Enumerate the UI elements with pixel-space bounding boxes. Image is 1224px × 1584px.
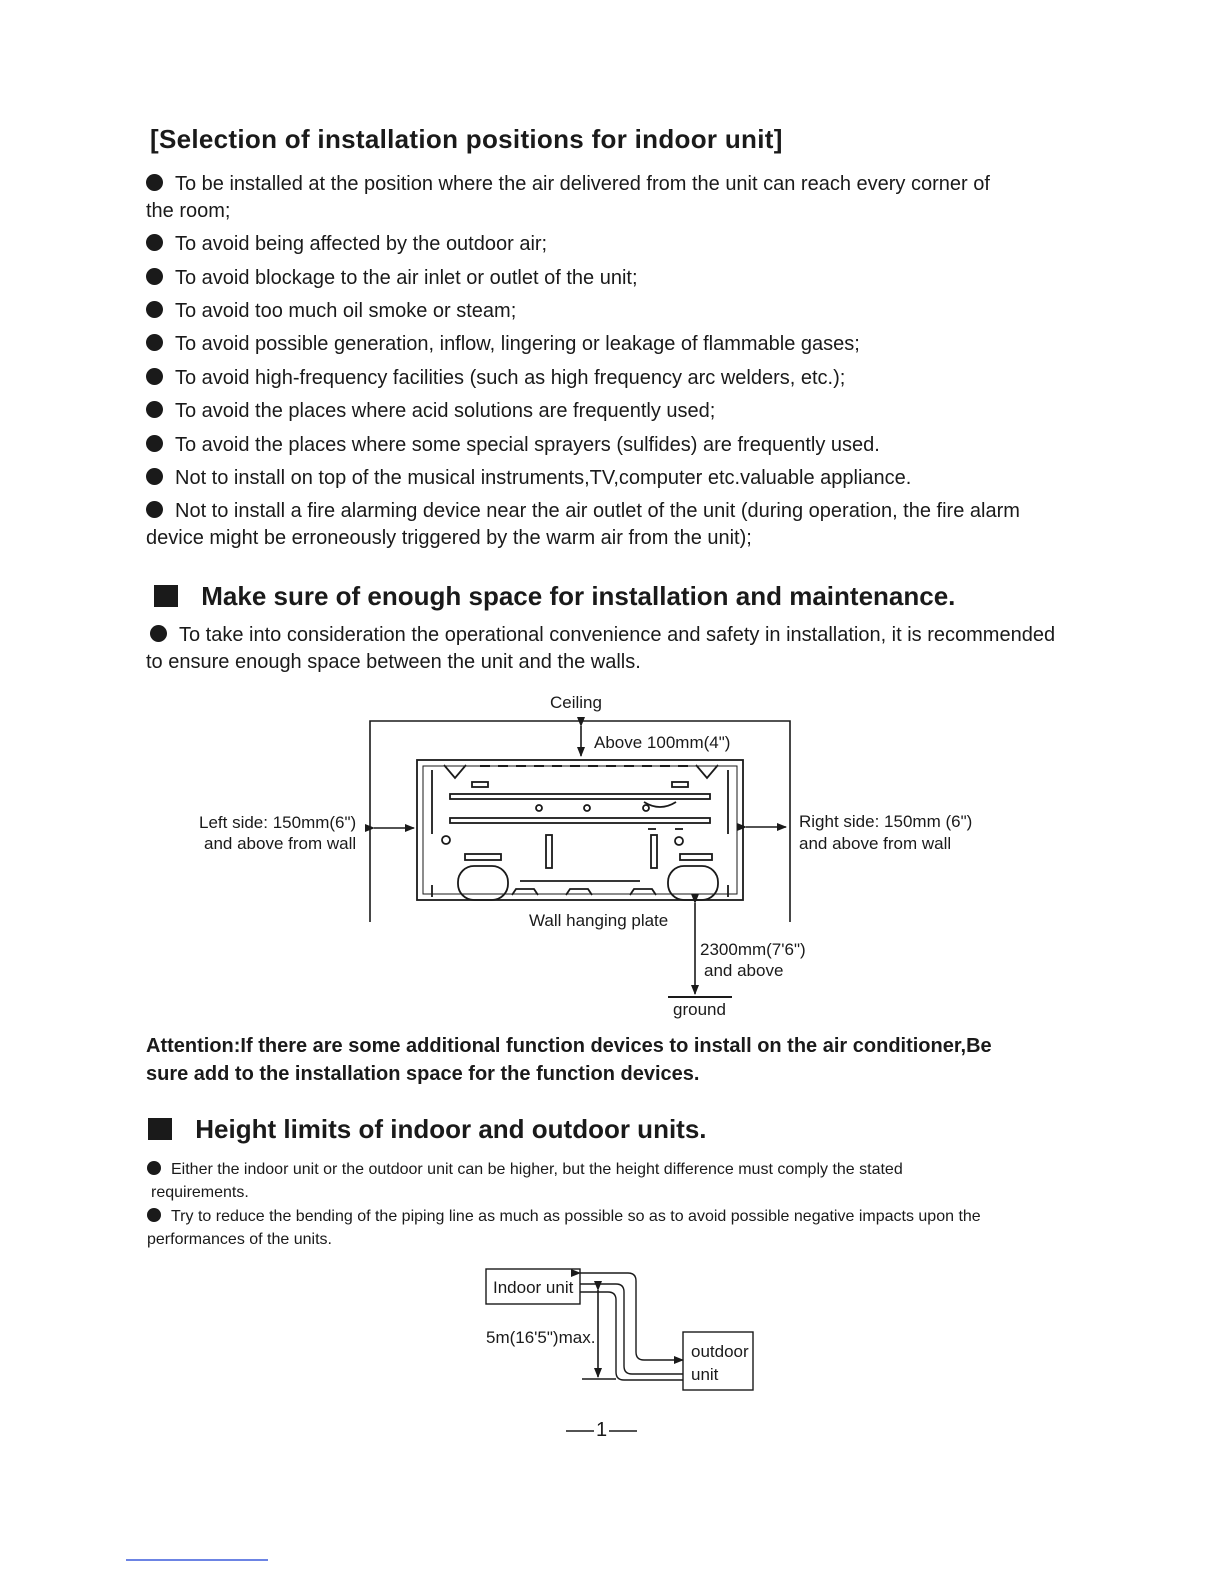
indoor-unit-label: Indoor unit bbox=[493, 1278, 574, 1297]
list-item: To avoid possible generation, inflow, lingering or leakage of flammable gases; bbox=[146, 331, 860, 358]
outdoor-unit-label-2: unit bbox=[691, 1365, 719, 1384]
left-clearance-label: Left side: 150mm(6") bbox=[199, 813, 357, 832]
list-item: To avoid the places where some special sprayers (sulfides) are frequently used. bbox=[146, 432, 880, 459]
list-item: To avoid being affected by the outdoor air; bbox=[146, 231, 547, 258]
list-item: Either the indoor unit or the outdoor unit can be higher, but the height difference must comply the stated requirements. bbox=[147, 1158, 903, 1204]
bullet-icon bbox=[147, 1208, 161, 1222]
section-title-space: Make sure of enough space for installation and maintenance. bbox=[154, 581, 955, 612]
list-item: To take into consideration the operational convenience and safety in installation, it is recommended to ensure enough space between the unit and the walls. bbox=[146, 624, 1056, 673]
bullet-icon bbox=[147, 1161, 161, 1175]
ground-label: ground bbox=[673, 1000, 726, 1019]
left-clearance-label-2: and above from wall bbox=[204, 834, 357, 853]
floor-height-label-2: and above bbox=[704, 961, 784, 980]
list-item: To avoid blockage to the air inlet or outlet of the unit; bbox=[146, 265, 638, 292]
list-item: To avoid high-frequency facilities (such as high frequency arc welders, etc.); bbox=[146, 365, 845, 392]
list-item: Not to install a fire alarming device near the air outlet of the unit (during operation, the fire alarm device might be erroneously triggered by the warm air from the unit); bbox=[146, 500, 1020, 549]
floor-height-label: 2300mm(7'6") bbox=[700, 940, 806, 959]
list-item: Try to reduce the bending of the piping line as much as possible so as to avoid possible negative impacts upon the performances of the units. bbox=[147, 1208, 981, 1248]
above-clearance-label: Above 100mm(4") bbox=[594, 733, 731, 752]
list-item: To be installed at the position where the air delivered from the unit can reach every corner of the room; bbox=[146, 173, 990, 222]
section-title-installation-positions: [Selection of installation positions for indoor unit] bbox=[150, 124, 783, 154]
outdoor-unit-label: outdoor bbox=[691, 1342, 749, 1361]
wall-hanging-plate-label: Wall hanging plate bbox=[529, 911, 669, 930]
section-title-height-limits: Height limits of indoor and outdoor units. bbox=[148, 1114, 707, 1145]
wall-hanging-plate bbox=[417, 760, 743, 900]
list-item: Not to install on top of the musical instruments,TV,computer etc.valuable appliance. bbox=[146, 465, 911, 492]
attention-note: Attention:If there are some additional function devices to install on the air conditioner,Be sure add to the installation space for the function devices. bbox=[146, 1035, 992, 1085]
right-clearance-label: Right side: 150mm (6") bbox=[799, 812, 973, 831]
square-bullet-icon bbox=[148, 1118, 172, 1140]
max-height-label: 5m(16'5")max. bbox=[486, 1328, 596, 1347]
page-number: 1 bbox=[596, 1419, 608, 1441]
list-item: To avoid too much oil smoke or steam; bbox=[146, 298, 516, 325]
list-item: To avoid the places where acid solutions are frequently used; bbox=[146, 398, 715, 425]
right-clearance-label-2: and above from wall bbox=[799, 834, 952, 853]
ceiling-label: Ceiling bbox=[550, 693, 602, 712]
